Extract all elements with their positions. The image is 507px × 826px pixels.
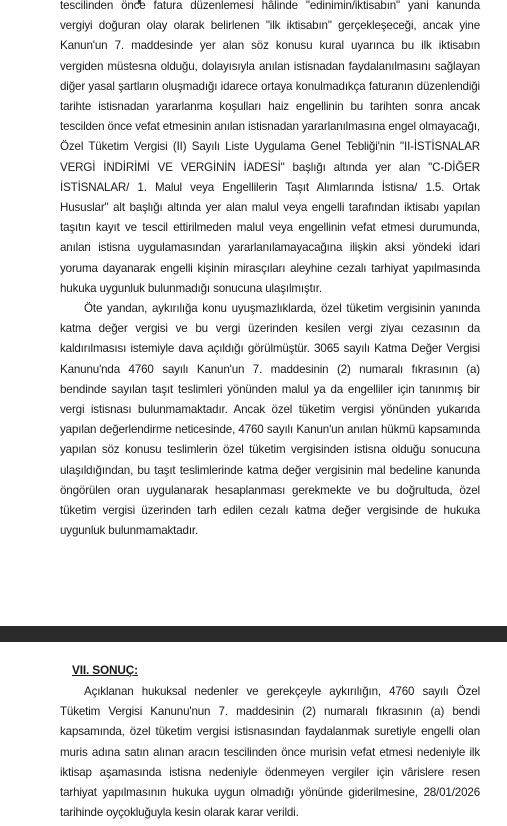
paragraph-kdv: Öte yandan, aykırılığa konu uyuşmazlıklarda, özel tüketim vergisinin yanında katma değer vergisi ve bu vergi üzerinden kesilen vergi ziyaı cezasının da kaldırılmasısı istemiyle dava açıldığı görülmüştür. 3065 sayılı Katma Değer Vergisi Kanunu'nda 4760 sayılı Kanun'un 7. maddesinin (2) numaralı fıkrasının (a) bendinde sayılan taşıt teslimleri yönünden malul ya da engelliler için tanınmış bir vergi istisnası bulunmamaktadır. Ancak özel tüketim vergisi yönünden yukarıda yapılan değerlendirme neticesinde, 4760 sayılı Kanun'un anılan hükmü kapsamında yapılan söz konusu teslimlerin özel tüketim vergisinden istisna olduğu sonucuna ulaşıldığından, bu taşıt teslimlerinde katma değer vergisinin mal bedeline kanunda öngörülen oran uygulanarak hesaplanması gerekmekte ve bu doğrultuda, özel tüketim vergisi üzerinden tarh edilen cezalı katma değer vergisinde de hukuka uygunluk bulunmamaktadır.: [60, 302, 480, 538]
document-page-bottom: [0, 642, 507, 826]
section-heading-sonuc: VII. SONUÇ:: [72, 663, 138, 677]
paragraph-sonuc: Açıklanan hukuksal nedenler ve gerekçeyle aykırılığın, 4760 sayılı Özel Tüketim Vergisi Kanunu'nun 7. maddesinin (2) numaralı fıkrasının (a) bendi kapsamında, özel tüketim vergisi istisnasından faydalanmak suretiyle engelli olan muris adına satın alınan aracın tescilinden önce murisin vefat etmesi nedeniyle ilk iktisap aşamasında istisna nedeniyle ödenmeyen vergiler için vârislere resen tarhiyat yapılmasının hukuka uygun olmadığı yönünde giderilmesine, 28/01/2026 tarihinde oyçokluğuyla kesin olarak karar verildi.: [60, 685, 480, 820]
page-bottom-text: [60, 660, 480, 823]
paragraph-conclusion-otv: tescilinden önce fatura düzenlemesi hâlinde "edinimin/iktisabın" yani kanunda vergiyi doğuran olay olarak belirlenen "ilk iktisabın" gerçekleşeceği, ancak yine Kanun'un 7. maddesinde yer alan söz konusu kural uyarınca bu ilk iktisabın vergiden müstesna olduğu, dolayısıyla anılan istisnadan faydalanılmasını sağlayan diğer yasal şartların oluşmadığı idarece ortaya konulmadıkça faturanın düzenlendiği tarihte istisnadan yararlanma koşulları haiz engellinin bu tarihten sonra ancak tescilden önce vefat etmesinin anılan istisnadan yararlanılmasına engel olmayacağı, Özel Tüketim Vergisi (II) Sayılı Liste Uygulama Genel Tebliği'nin "II-İSTİSNALAR VERGİ İNDİRİMİ VE VERGİNİN İADESİ" başlığı altında yer alan "C-DİĞER İSTİSNALAR/ 1. Malul veya Engellilerin Taşıt Alımlarında İstisna/ 1.5. Ortak Hususlar" alt başlığı altında yer alan malul veya engelli tarafından iktisabı yapılan taşıtın kayıt ve tescil ettirilmeden malul veya engellinin vefat etmesi durumunda, anılan istisna uygulamasından yararlanılamayacağına ilişkin aksi yöndeki idari yoruma dayanarak engelli kişinin mirasçıları aleyhine cezalı tarhiyat yapılmasında hukuka uygunluk bulunmadığı sonucuna ulaşılmıştır.: [60, 0, 480, 295]
page-top-text: [60, 0, 480, 541]
page-divider: [0, 626, 507, 642]
